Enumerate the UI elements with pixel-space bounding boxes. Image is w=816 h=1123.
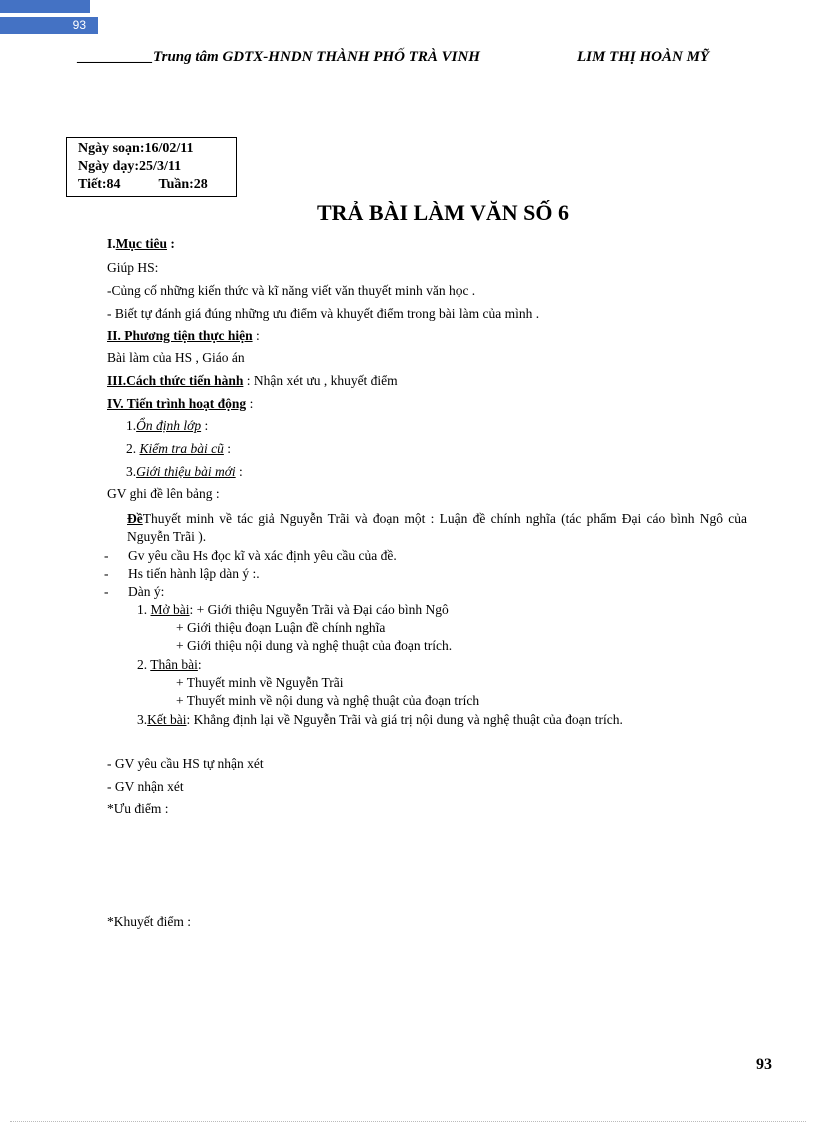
s2-line: Bài làm của HS , Giáo án <box>107 350 245 365</box>
de-bai <box>127 510 747 546</box>
step-3 <box>126 463 243 481</box>
than-bai-sub-1: + Thuyết minh về Nguyễn Trãi <box>176 675 344 690</box>
step-1-label: Ổn định lớp <box>136 418 202 433</box>
s1-line-1: Giúp HS: <box>107 260 159 275</box>
ket-bai-prefix: 3. <box>137 712 148 727</box>
dash-line-3: - Dàn ý: <box>104 584 165 599</box>
than-bai-label: Thân bài <box>150 657 198 672</box>
mo-bai <box>137 601 449 619</box>
ket-bai-text: : Khẳng định lại về Nguyễn Trãi và giá trị nội dung và nghệ thuật của đoạn trích. <box>186 712 623 727</box>
section-1-suffix: : <box>167 236 175 251</box>
than-bai-prefix: 2. <box>137 657 151 672</box>
mo-bai-label: Mở bài <box>150 602 190 617</box>
step-1-prefix: 1. <box>126 418 137 433</box>
tiet-tuan <box>78 176 236 194</box>
s1-line-3: - Biết tự đánh giá đúng những ưu điểm và khuyết điểm trong bài làm của mình . <box>107 306 540 321</box>
de-text: Thuyết minh về tác giả Nguyễn Trãi và đoạn một : Luận đề chính nghĩa (tác phẩm Đại cáo bình Ngô của Nguyễn Trãi ). <box>127 511 747 544</box>
dash-line-3-text: Dàn ý: <box>128 584 165 599</box>
step-2-suffix: : <box>223 441 232 456</box>
dash-line-1: - Gv yêu cầu Hs đọc kĩ và xác định yêu cầu của đề. <box>104 548 397 563</box>
section-2-suffix: : <box>252 328 260 343</box>
tuan: Tuần:28 <box>158 177 208 192</box>
dash-line-2-text: Hs tiến hành lập dàn ý :. <box>128 566 260 581</box>
section-4-title: IV. Tiến trình hoạt động <box>107 396 247 411</box>
section-1-prefix: I. <box>107 236 116 251</box>
uu-diem-label: *Ưu điểm : <box>107 801 169 816</box>
dash-line-2: - Hs tiến hành lập dàn ý :. <box>104 566 260 581</box>
step-2 <box>126 440 231 458</box>
ngay-soan: Ngày soạn:16/02/11 <box>78 141 194 156</box>
step-3-suffix: : <box>235 464 243 479</box>
than-bai <box>137 656 202 674</box>
section-1-heading <box>107 235 175 253</box>
than-bai-suffix: : <box>197 657 202 672</box>
header-center-name: Trung tâm GDTX-HNDN THÀNH PHỐ TRÀ VINH <box>153 49 480 65</box>
gv-ghi-de: GV ghi đề lên bảng : <box>107 486 220 501</box>
mo-bai-prefix: 1. <box>137 602 151 617</box>
ket-bai <box>137 711 623 729</box>
step-3-prefix: 3. <box>126 464 137 479</box>
ngay-day: Ngày dạy:25/3/11 <box>78 159 182 174</box>
section-4-suffix: : <box>246 396 254 411</box>
dash-line-1-text: Gv yêu cầu Hs đọc kĩ và xác định yêu cầu của đề. <box>128 548 397 563</box>
de-label: Đề <box>127 511 143 526</box>
step-2-label: Kiểm tra bài cũ <box>139 441 224 456</box>
step-1 <box>126 417 208 435</box>
header-author: LIM THỊ HOÀN MỸ <box>577 49 710 65</box>
section-3-title: III.Cách thức tiến hành <box>107 373 244 388</box>
step-3-label: Giới thiệu bài mới <box>136 464 236 479</box>
section-4-heading <box>107 395 253 413</box>
page-number-tab: 93 <box>0 17 98 34</box>
header-accent-bar <box>0 0 90 13</box>
section-3-heading <box>107 372 398 390</box>
ket-bai-label: Kết bài <box>147 712 187 727</box>
mo-bai-sub-2: + Giới thiệu nội dung và nghệ thuật của đoạn trích. <box>176 638 453 653</box>
section-3-suffix: : Nhận xét ưu , khuyết điểm <box>243 373 398 388</box>
after-line-2: - GV nhận xét <box>107 779 184 794</box>
lesson-info-box <box>66 137 237 197</box>
mo-bai-sub-1: + Giới thiệu đoạn Luận đề chính nghĩa <box>176 620 386 635</box>
section-2-heading <box>107 327 260 345</box>
page-title: TRẢ BÀI LÀM VĂN SỐ 6 <box>316 200 569 225</box>
page-number: 93 <box>756 1056 772 1073</box>
than-bai-sub-2: + Thuyết minh về nội dung và nghệ thuật của đoạn trích <box>176 693 480 708</box>
header-center-title <box>78 49 480 66</box>
section-2-title: II. Phương tiện thực hiện <box>107 328 253 343</box>
section-1-title: Mục tiêu <box>115 236 168 251</box>
footer-divider <box>10 1121 806 1122</box>
after-line-1: - GV yêu cầu HS tự nhận xét <box>107 756 264 771</box>
s1-line-2: -Củng cố những kiến thức và kĩ năng viết văn thuyết minh văn học . <box>107 283 476 298</box>
khuyet-diem-label: *Khuyết điểm : <box>107 914 191 929</box>
mo-bai-text: : + Giới thiệu Nguyễn Trãi và Đại cáo bình Ngô <box>189 602 449 617</box>
header-rule: __________ <box>78 49 153 65</box>
step-1-suffix: : <box>201 418 209 433</box>
step-2-prefix: 2. <box>126 441 140 456</box>
tiet: Tiết:84 <box>78 177 121 192</box>
